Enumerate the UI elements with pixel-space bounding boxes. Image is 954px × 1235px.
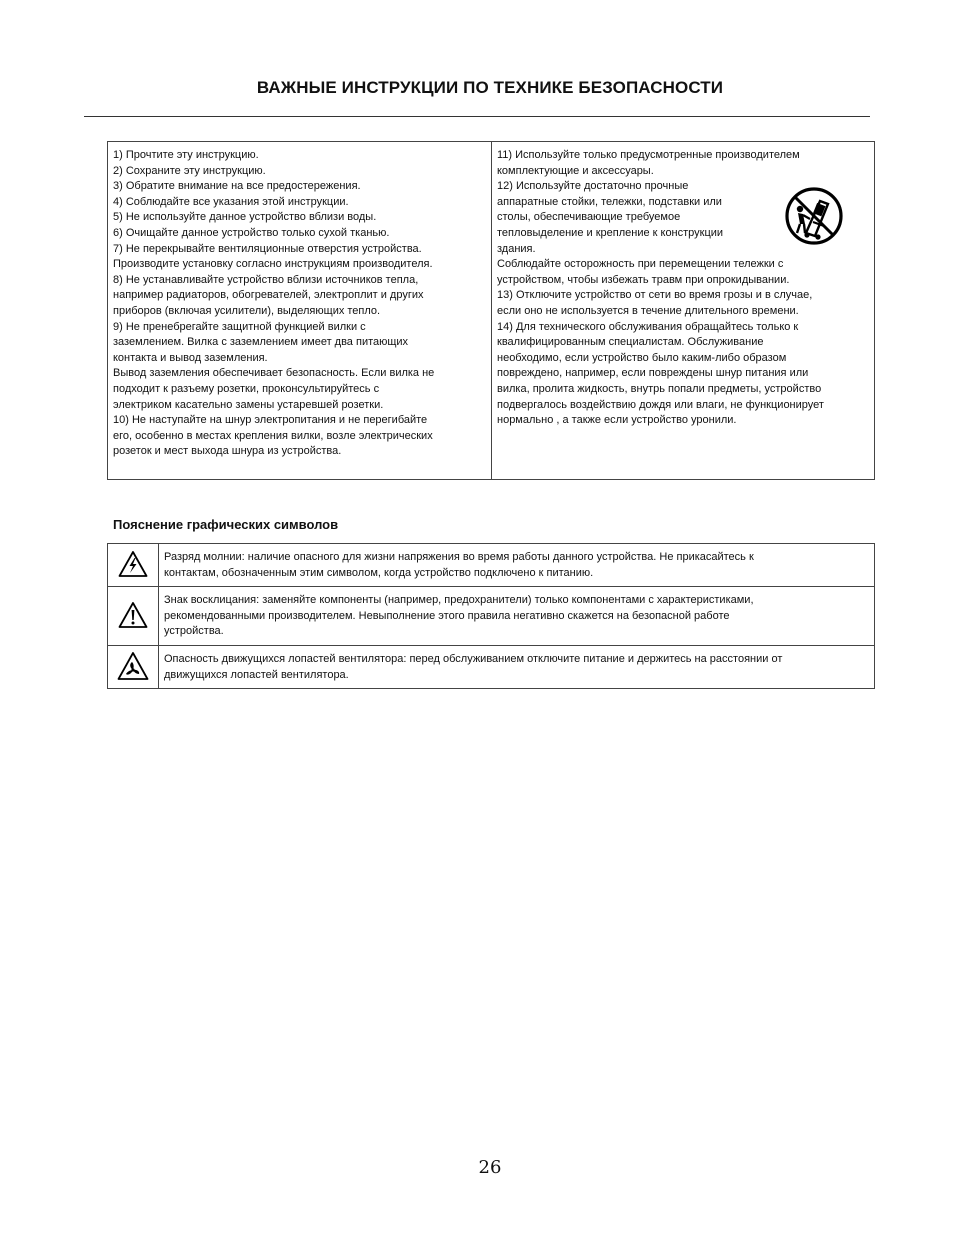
instruction-line: столы, обеспечивающие требуемое [497, 211, 681, 224]
instructions-right-column [492, 142, 874, 479]
instruction-line: 10) Не наступайте на шнур электропитания и не перегибайте [113, 414, 428, 427]
exclamation-triangle-icon [118, 601, 148, 629]
instruction-line: комплектующие и аксессуары. [497, 164, 654, 177]
instruction-line: Производите установку согласно инструкциям производителя. [113, 258, 433, 271]
symbol-row [108, 646, 875, 689]
instruction-line: квалифицированным специалистам. Обслуживание [497, 336, 764, 349]
symbol-text-line: рекомендованными производителем. Невыполнение этого правила негативно скажется на безопасной работе [164, 609, 730, 622]
lightning-bolt-triangle-icon [118, 550, 148, 578]
instruction-line: розеток и мест выхода шнура из устройства. [113, 445, 342, 458]
instruction-line: если оно не используется в течение длительного времени. [497, 304, 799, 317]
symbols-table [107, 543, 875, 689]
instruction-line: 7) Не перекрывайте вентиляционные отверстия устройства. [113, 242, 422, 255]
symbol-text-line: движущихся лопастей вентилятора. [164, 668, 349, 681]
instructions-box [107, 141, 875, 480]
instruction-line: необходимо, если устройство было каким-либо образом [497, 351, 787, 364]
page-number: 26 [478, 1157, 502, 1178]
symbol-text-line: устройства. [164, 625, 224, 638]
instruction-line: 2) Сохраните эту инструкцию. [113, 164, 266, 177]
fan-blades-triangle-icon [117, 651, 149, 681]
symbol-row [108, 587, 875, 646]
instruction-line: тепловыделение и крепление к конструкции [497, 226, 724, 239]
symbol-icon-cell [108, 646, 159, 689]
page-title: ВАЖНЫЕ ИНСТРУКЦИИ ПО ТЕХНИКЕ БЕЗОПАСНОСТИ [256, 78, 724, 97]
instruction-line: 5) Не используйте данное устройство вблизи воды. [113, 211, 377, 224]
instructions-left-column [108, 142, 492, 479]
symbol-icon-cell [108, 587, 159, 646]
instruction-line: 12) Используйте достаточно прочные [497, 180, 689, 193]
instruction-line: 11) Используйте только предусмотренные производителем [497, 149, 800, 161]
instruction-line: заземлением. Вилка с заземлением имеет два питающих [113, 336, 409, 349]
symbol-icon-cell [108, 544, 159, 587]
instruction-line: 1) Прочтите эту инструкцию. [113, 149, 259, 161]
symbol-text-line: Опасность движущихся лопастей вентилятора: перед обслуживанием отключите питание и держитесь на расстоянии от [164, 653, 783, 665]
instruction-line: подходит к разъему розетки, проконсультируйтесь с [113, 382, 380, 395]
cart-tipover-warning-icon [784, 186, 844, 246]
instruction-line: Вывод заземления обеспечивает безопасность. Если вилка не [113, 367, 435, 380]
instruction-line: контакта и вывод заземления. [113, 351, 268, 364]
instruction-line: 3) Обратите внимание на все предостережения. [113, 180, 361, 193]
instruction-line: нормально , а также если устройство уронили. [497, 414, 737, 427]
instruction-line: приборов (включая усилители), выделяющих тепло. [113, 304, 381, 317]
symbol-text-line: контактам, обозначенным этим символом, когда устройство подключено к питанию. [164, 566, 594, 579]
symbol-text-line: Разряд молнии: наличие опасного для жизни напряжения во время работы данного устройства. Не прикасайтесь к [164, 551, 754, 563]
symbol-row [108, 544, 875, 587]
instruction-line: повреждено, например, если повреждены шнур питания или [497, 367, 809, 380]
instruction-line: вилка, пролита жидкость, внутрь попали предметы, устройство [497, 382, 822, 395]
instruction-line: 8) Не устанавливайте устройство вблизи источников тепла, [113, 273, 419, 286]
instruction-line: Соблюдайте осторожность при перемещении тележки с [497, 258, 784, 271]
instruction-line: устройством, чтобы избежать травм при опрокидывании. [497, 273, 790, 286]
instruction-line: его, особенно в местах крепления вилки, возле электрических [113, 429, 433, 442]
instruction-line: подвергалось воздействию дождя или влаги, не функционирует [497, 398, 824, 411]
symbol-description [159, 587, 875, 646]
symbol-description [159, 544, 875, 587]
instruction-line: 13) Отключите устройство от сети во время грозы и в случае, [497, 289, 813, 302]
instruction-line: электриком касательно замены устаревшей розетки. [113, 398, 384, 411]
instruction-line: 14) Для технического обслуживания обращайтесь только к [497, 320, 799, 333]
symbol-description [159, 646, 875, 689]
instruction-line: 6) Очищайте данное устройство только сухой тканью. [113, 226, 390, 239]
instruction-line: здания. [497, 242, 536, 255]
symbols-heading: Пояснение графических символов [113, 517, 339, 532]
instruction-line: 4) Соблюдайте все указания этой инструкции. [113, 195, 349, 208]
instruction-line: 9) Не пренебрегайте защитной функцией вилки с [113, 320, 366, 333]
symbol-text-line: Знак восклицания: заменяйте компоненты (например, предохранители) только компонентами с характеристиками, [164, 594, 754, 606]
instruction-line: например радиаторов, обогревателей, электроплит и других [113, 289, 424, 302]
instruction-line: аппаратные стойки, тележки, подставки или [497, 195, 722, 208]
title-divider [84, 116, 870, 117]
